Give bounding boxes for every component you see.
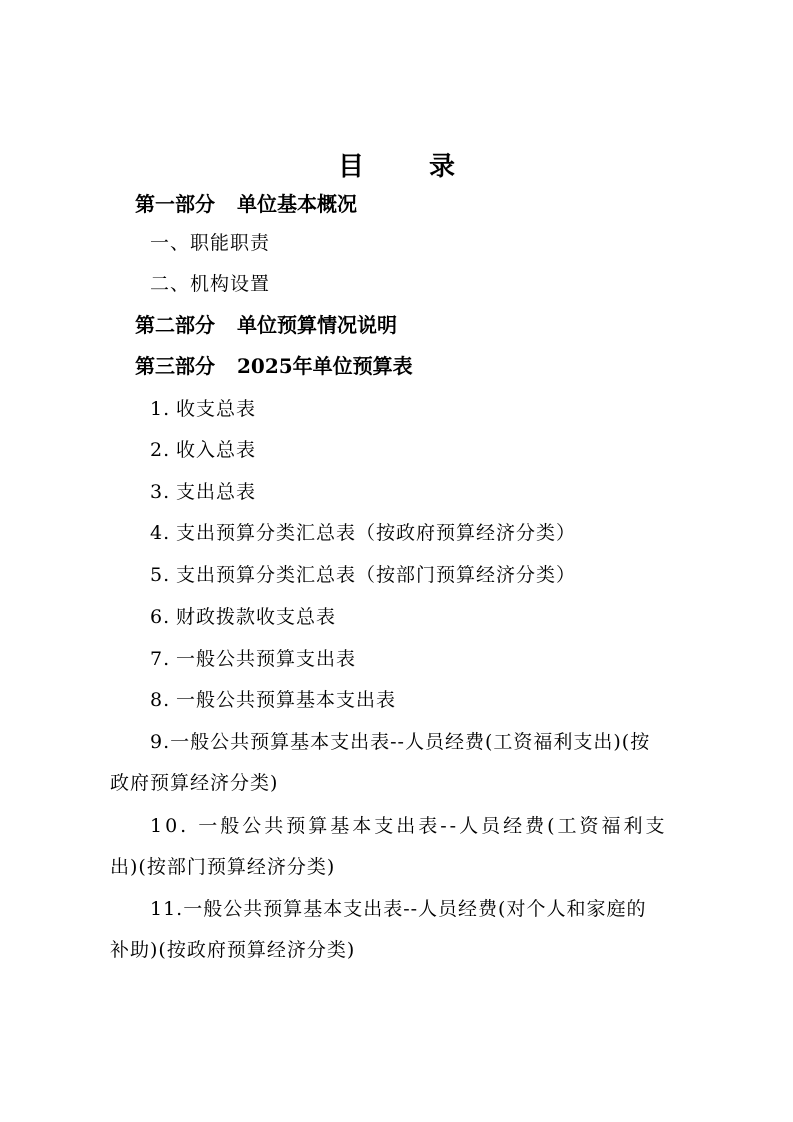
item-text: 支出总表: [176, 481, 257, 503]
toc-item-organization[interactable]: 二、机构设置: [150, 273, 271, 295]
toc-table-item[interactable]: [150, 520, 576, 546]
toc-table-item-9-line2[interactable]: 政府预算经济分类): [110, 772, 279, 794]
item-text: 财政拨款收支总表: [176, 606, 337, 628]
toc-table-item-10-line2[interactable]: 出)(按部门预算经济分类): [110, 856, 336, 878]
toc-table-item[interactable]: [150, 687, 396, 713]
part-title: 单位基本概况: [237, 192, 357, 216]
item-number: 7.: [150, 648, 171, 670]
toc-table-item[interactable]: [150, 437, 256, 463]
toc-item-duties[interactable]: 一、职能职责: [150, 232, 271, 254]
page-title: 目 录: [337, 152, 484, 182]
toc-part-2[interactable]: [135, 312, 397, 338]
toc-table-item[interactable]: [150, 396, 256, 422]
toc-table-item[interactable]: [150, 562, 576, 588]
toc-part-1[interactable]: [135, 191, 357, 217]
toc-table-item[interactable]: [150, 604, 336, 630]
toc-table-item-11-line1[interactable]: 11.一般公共预算基本支出表--人员经费(对个人和家庭的: [150, 898, 647, 920]
item-text: 一般公共预算支出表: [176, 648, 357, 670]
item-number: 4.: [150, 522, 171, 544]
item-text: 收入总表: [176, 439, 257, 461]
item-text: 收支总表: [176, 398, 257, 420]
part-label: 第一部分: [135, 192, 215, 216]
item-number: 2.: [150, 439, 171, 461]
item-number: 5.: [150, 564, 171, 586]
item-number: 6.: [150, 606, 171, 628]
toc-table-item[interactable]: [150, 646, 356, 672]
toc-part-3[interactable]: [135, 353, 413, 379]
item-text: 支出预算分类汇总表（按部门预算经济分类）: [176, 564, 577, 586]
toc-table-item[interactable]: [150, 479, 256, 505]
toc-table-item-11-line2[interactable]: 补助)(按政府预算经济分类): [110, 939, 356, 961]
part-label: 第二部分: [135, 313, 215, 337]
toc-table-item-10-line1[interactable]: 10. 一般公共预算基本支出表--人员经费(工资福利支: [150, 815, 668, 837]
part-label: 第三部分: [135, 354, 215, 378]
item-text: 一般公共预算基本支出表: [176, 689, 397, 711]
item-number: 1.: [150, 398, 171, 420]
item-number: 8.: [150, 689, 171, 711]
toc-table-item-9-line1[interactable]: 9.一般公共预算基本支出表--人员经费(工资福利支出)(按: [150, 731, 651, 753]
part-title: 单位预算情况说明: [237, 313, 397, 337]
item-text: 支出预算分类汇总表（按政府预算经济分类）: [176, 522, 577, 544]
part-title: 2025年单位预算表: [237, 354, 413, 378]
item-number: 3.: [150, 481, 171, 503]
